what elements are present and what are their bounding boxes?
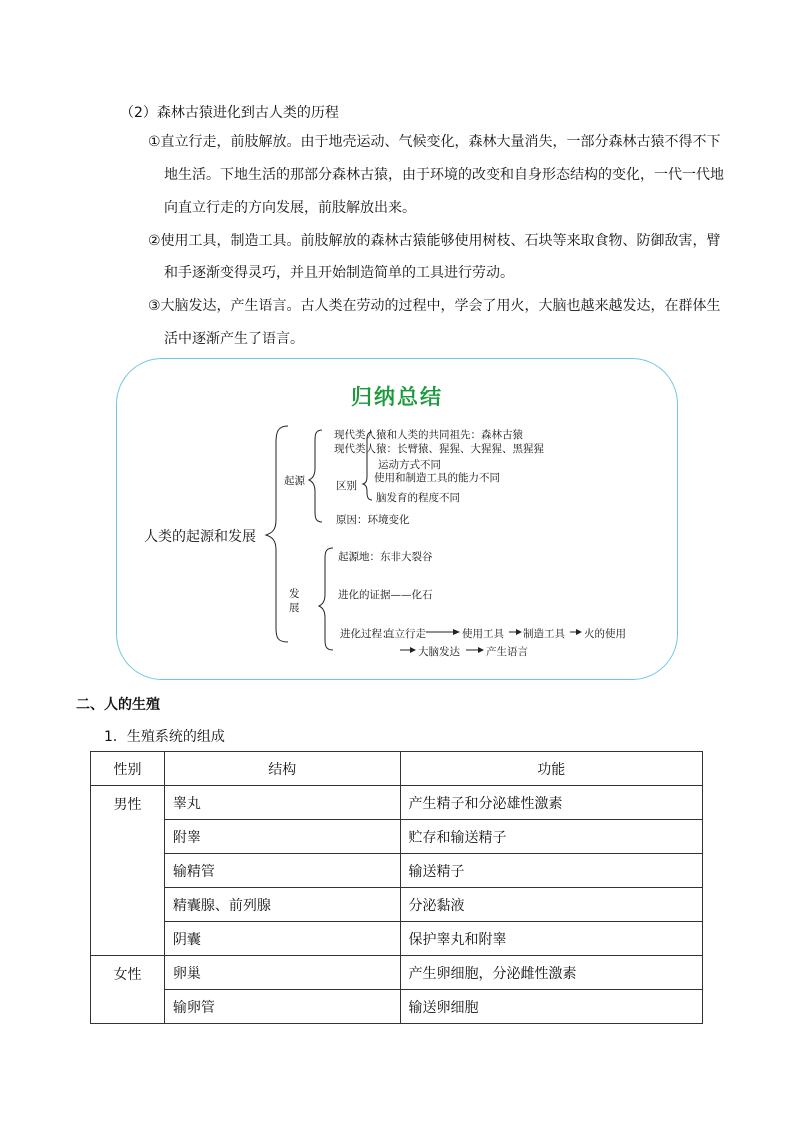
table-row [91,820,703,854]
table-row [91,786,703,820]
paragraph-upright-line1: ①直立行走，前肢解放。由于地壳运动、气候变化，森林大量消失，一部分森林古猿不得不下 [148,134,721,150]
subheading-system: 1．生殖系统的组成 [104,729,225,745]
table-header-row [91,752,703,786]
paragraph-tools-line2: 和手逐渐变得灵巧，并且开始制造简单的工具进行劳动。 [164,265,514,281]
difference-label: 区别 [336,480,357,492]
summary-root-label: 人类的起源和发展 [144,529,256,545]
structure-cell: 卵巢 [164,956,400,990]
sex-cell-female: 女性 [91,956,165,1024]
arrow-head-2 [516,629,522,635]
process-step-6: 产生语言 [486,646,528,658]
development-label-2: 展 [289,602,300,614]
header-sex: 性别 [91,752,165,786]
origin-label: 起源 [284,475,305,487]
process-step-1: 直立行走 [384,628,426,640]
table-row [91,990,703,1024]
origin-brace [309,430,322,522]
paragraph-brain-line1: ③大脑发达，产生语言。古人类在劳动的过程中，学会了用火，大脑也越来越发达，在群体生 [148,298,721,314]
arrow-head-5 [478,647,484,653]
summary-title: 归纳总结 [351,384,443,409]
origin-ancestor: 现代类人猿和人类的共同祖先：森林古猿 [334,429,523,441]
arrow-head-1 [453,629,460,635]
function-cell: 输送卵细胞 [400,990,702,1024]
structure-cell: 附睾 [164,820,400,854]
root-brace [266,426,288,642]
process-step-4: 火的使用 [584,628,626,640]
origin-cause: 原因：环境变化 [336,514,410,526]
development-label-1: 发 [289,588,300,600]
table-row [91,888,703,922]
table-row [91,922,703,956]
difference-item-3: 脑发育的程度不同 [376,492,460,504]
function-cell: 产生精子和分泌雄性激素 [400,786,702,820]
function-cell: 分泌黏液 [400,888,702,922]
function-cell: 输送精子 [400,854,702,888]
process-label: 进化过程： [340,628,393,640]
structure-cell: 输精管 [164,854,400,888]
structure-cell: 输卵管 [164,990,400,1024]
function-cell: 产生卵细胞，分泌雌性激素 [400,956,702,990]
header-function: 功能 [400,752,702,786]
paragraph-upright-line3: 向直立行走的方向发展，前肢解放出来。 [164,200,416,216]
table-row [91,854,703,888]
sex-cell-male: 男性 [91,786,165,956]
subheading-evolution: （2）森林古猿进化到古人类的历程 [120,105,339,121]
difference-item-1: 运动方式不同 [378,459,441,471]
function-cell: 贮存和输送精子 [400,820,702,854]
function-cell: 保护睾丸和附睾 [400,922,702,956]
paragraph-brain-line2: 活中逐渐产生了语言。 [164,331,304,347]
difference-item-2: 使用和制造工具的能力不同 [374,472,500,484]
arrow-head-4 [410,647,416,653]
paragraph-upright-line2: 地生活。下地生活的那部分森林古猿，由于环境的改变和自身形态结构的变化，一代一代地 [164,167,724,183]
process-step-5: 大脑发达 [418,646,460,658]
reproduction-table [90,751,703,1024]
header-structure: 结构 [164,752,400,786]
paragraph-tools-line1: ②使用工具，制造工具。前肢解放的森林古猿能够使用树枝、石块等来取食物、防御敌害，臂 [148,233,721,249]
process-step-2: 使用工具 [462,628,504,640]
process-step-3: 制造工具 [523,628,565,640]
development-evidence: 进化的证据——化石 [338,589,433,601]
origin-apes: 现代类人猿：长臂猿、猩猩、大猩猩、黑猩猩 [334,443,544,455]
development-place: 起源地：东非大裂谷 [338,551,433,563]
table-row [91,956,703,990]
structure-cell: 阴囊 [164,922,400,956]
section-heading-reproduction: 二、人的生殖 [76,697,160,713]
development-brace [319,548,333,650]
structure-cell: 精囊腺、前列腺 [164,888,400,922]
structure-cell: 睾丸 [164,786,400,820]
arrow-head-3 [576,629,582,635]
